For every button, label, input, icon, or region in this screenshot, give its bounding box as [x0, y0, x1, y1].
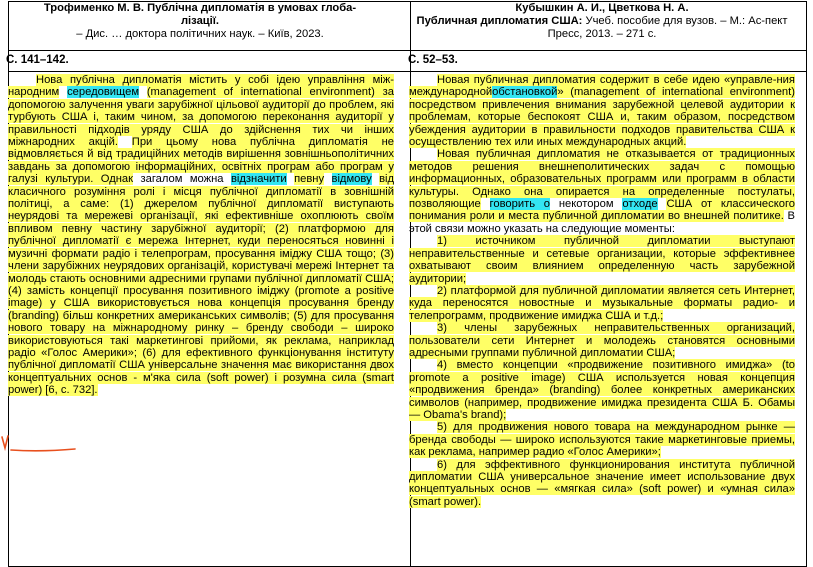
right-list-item: 6) для эффективного функционирования института публичной дипломатии США универсальное значение имеет использование двух концептуальных основ — «мягкая сила» (soft power) и «умная сила» (smart power). — [409, 458, 795, 508]
right-text-span: Новая публичная дипломатия содержит в себе идею «управле-ния международной — [409, 74, 795, 99]
right-text-span: Новая публичная дипломатия не отказывается от традиционных методов решения внешнеполитических задач с помощью информационных, образовательных программ или программ в области культуры. Однако она опирается на определенные постулаты, позволяющие — [409, 148, 795, 211]
right-authors: Кубышкин А. И., Цветкова Н. А. — [515, 2, 689, 14]
right-text-span: некотором — [558, 198, 614, 211]
right-source-header — [410, 2, 794, 41]
right-list-item: 5) для продвижения нового товара на международном рынке — бренда свободы — широко используются такие маркетинговые приемы, как реклама, например радио «Голос Америки»; — [409, 421, 795, 459]
right-cyan-word: обстановкой — [492, 86, 558, 99]
right-text-span: » (management of international environment) посредством привлечения внимания зарубежной целевой аудитории к проблемам, которые беспокоят США и, таким образом, посредством убеждения аудитории в правильности подходов правительства США к осуществлению тех или иных международных акций. — [409, 86, 795, 149]
right-list-item: 4) вместо концепции «продвижение позитивного имиджа» (to promote a positive image) США используется новая концепция «продвижения бренда» (branding) более конкретных американских символов (например, продвижение имиджа президента США Б. Обамы — Obama's brand); — [409, 359, 795, 421]
header-divider — [9, 50, 806, 51]
left-text-span: певну — [294, 173, 325, 186]
right-pages: С. 52–53. — [408, 54, 458, 66]
right-text-span: В этой связи можно указать на следующие моменты: — [409, 210, 796, 235]
left-text — [8, 74, 394, 397]
right-list-item: 2) платформой для публичной дипломатии является сеть Интернет, куда переносятся новостные и музыкальные форматы радио- и телепрограмм, продвижение имиджа США и т.д.; — [409, 284, 795, 322]
left-cyan-word: відмову — [331, 173, 372, 186]
pen-underline — [11, 449, 75, 451]
left-text-span: загалом можна — [140, 173, 224, 186]
left-subtitle: – Дис. … доктора політичних наук. – Київ, 2023. — [76, 28, 324, 40]
left-title-cont: лізації. — [180, 15, 220, 27]
right-text-span: США от классического понимания роли и места публичной дипломатии во внешней политике. — [409, 198, 796, 223]
right-list-item: 1) источником публичной дипломатии выступают неправительственные и сетевые организации, которые эффективнее охватывают своим влиянием определенную часть зарубежной аудитории; — [409, 235, 795, 285]
left-cyan-word: середовищем — [67, 86, 140, 99]
left-cyan-word: відзначити — [230, 173, 287, 186]
right-subtitle: Учеб. пособие для вузов. – М.: Ас-пект Пресс, 2013. – 271 с. — [547, 15, 788, 40]
left-source-header — [8, 2, 392, 41]
left-text-span: (management of international environment) за допомогою залучення уваги зарубіжної цільової аудиторії до проблем, які турбують США і, таким чином, за допомогою переконання аудиторії у правильності підходів уряду США до здійснення тих чи інших міжнародних акцій. — [8, 86, 395, 149]
right-cyan-word: говорить о — [489, 198, 551, 211]
left-pages: С. 141–142. — [6, 54, 69, 66]
pages-divider — [9, 71, 806, 72]
right-cyan-word: отходе — [622, 198, 658, 211]
right-list-item: 3) члены зарубежных неправительственных организаций, пользователи сети Интернет и молодежь становятся основными адресными группами публичной дипломатии США; — [409, 322, 795, 359]
right-text — [409, 74, 795, 508]
left-text-span: При цьому нова публічна дипломатія не відмовляється й від традиційних методів вирішення зовнішньополітичних завдань за допомогою інформаційних, освітніх програм або програм у галузі культури. Однак — [8, 136, 395, 186]
left-author: Трофименко М. В. — [43, 2, 145, 14]
right-title: Публичная дипломатия США: — [416, 15, 583, 27]
left-title: Публічна дипломатія в умовах глоба- — [147, 2, 357, 14]
handwritten-check-mark — [1, 433, 81, 457]
pen-tick — [2, 436, 8, 448]
left-text-span: Нова публічна дипломатія містить у собі ідею управління між-народним — [8, 74, 394, 99]
left-text-span: від класичного розуміння ролі і місця публічної дипломатії в зовнішній політиці, а саме: (1) джерелом публічної дипломатії виступають неурядові та мережеві організації, які ефективніше охоплюють своїм впливом певну частину зарубіжної аудиторії; (2) платформою для публічної дипломатії є мережа Інтернет, куди переносяться новинні і музичні формати радіо і телепрограм, просування іміджу США тощо; (3) члени зарубіжних неурядових організацій, користувачі мережі Інтернет та молодь стають основними адресними групами публічної дипломатії США; (4) замість концепції просування позитивного іміджу (promote a positive image) у США використовується нова концепція просування бренду (branding) більш конкретних американських символів; (5) для просування нового товару на міжнародному ринку – бренду свободи – широко використовуються такі маркетингові прийоми, як реклама, наприклад радіо «Голос Америки»; (6) для ефективного функціонування інституту публічної дипломатії США універсальне значення має використання двох концептуальних основ - м'яка сила (soft power) і розумна сила (smart power) [6, с. 732]. — [8, 173, 395, 397]
